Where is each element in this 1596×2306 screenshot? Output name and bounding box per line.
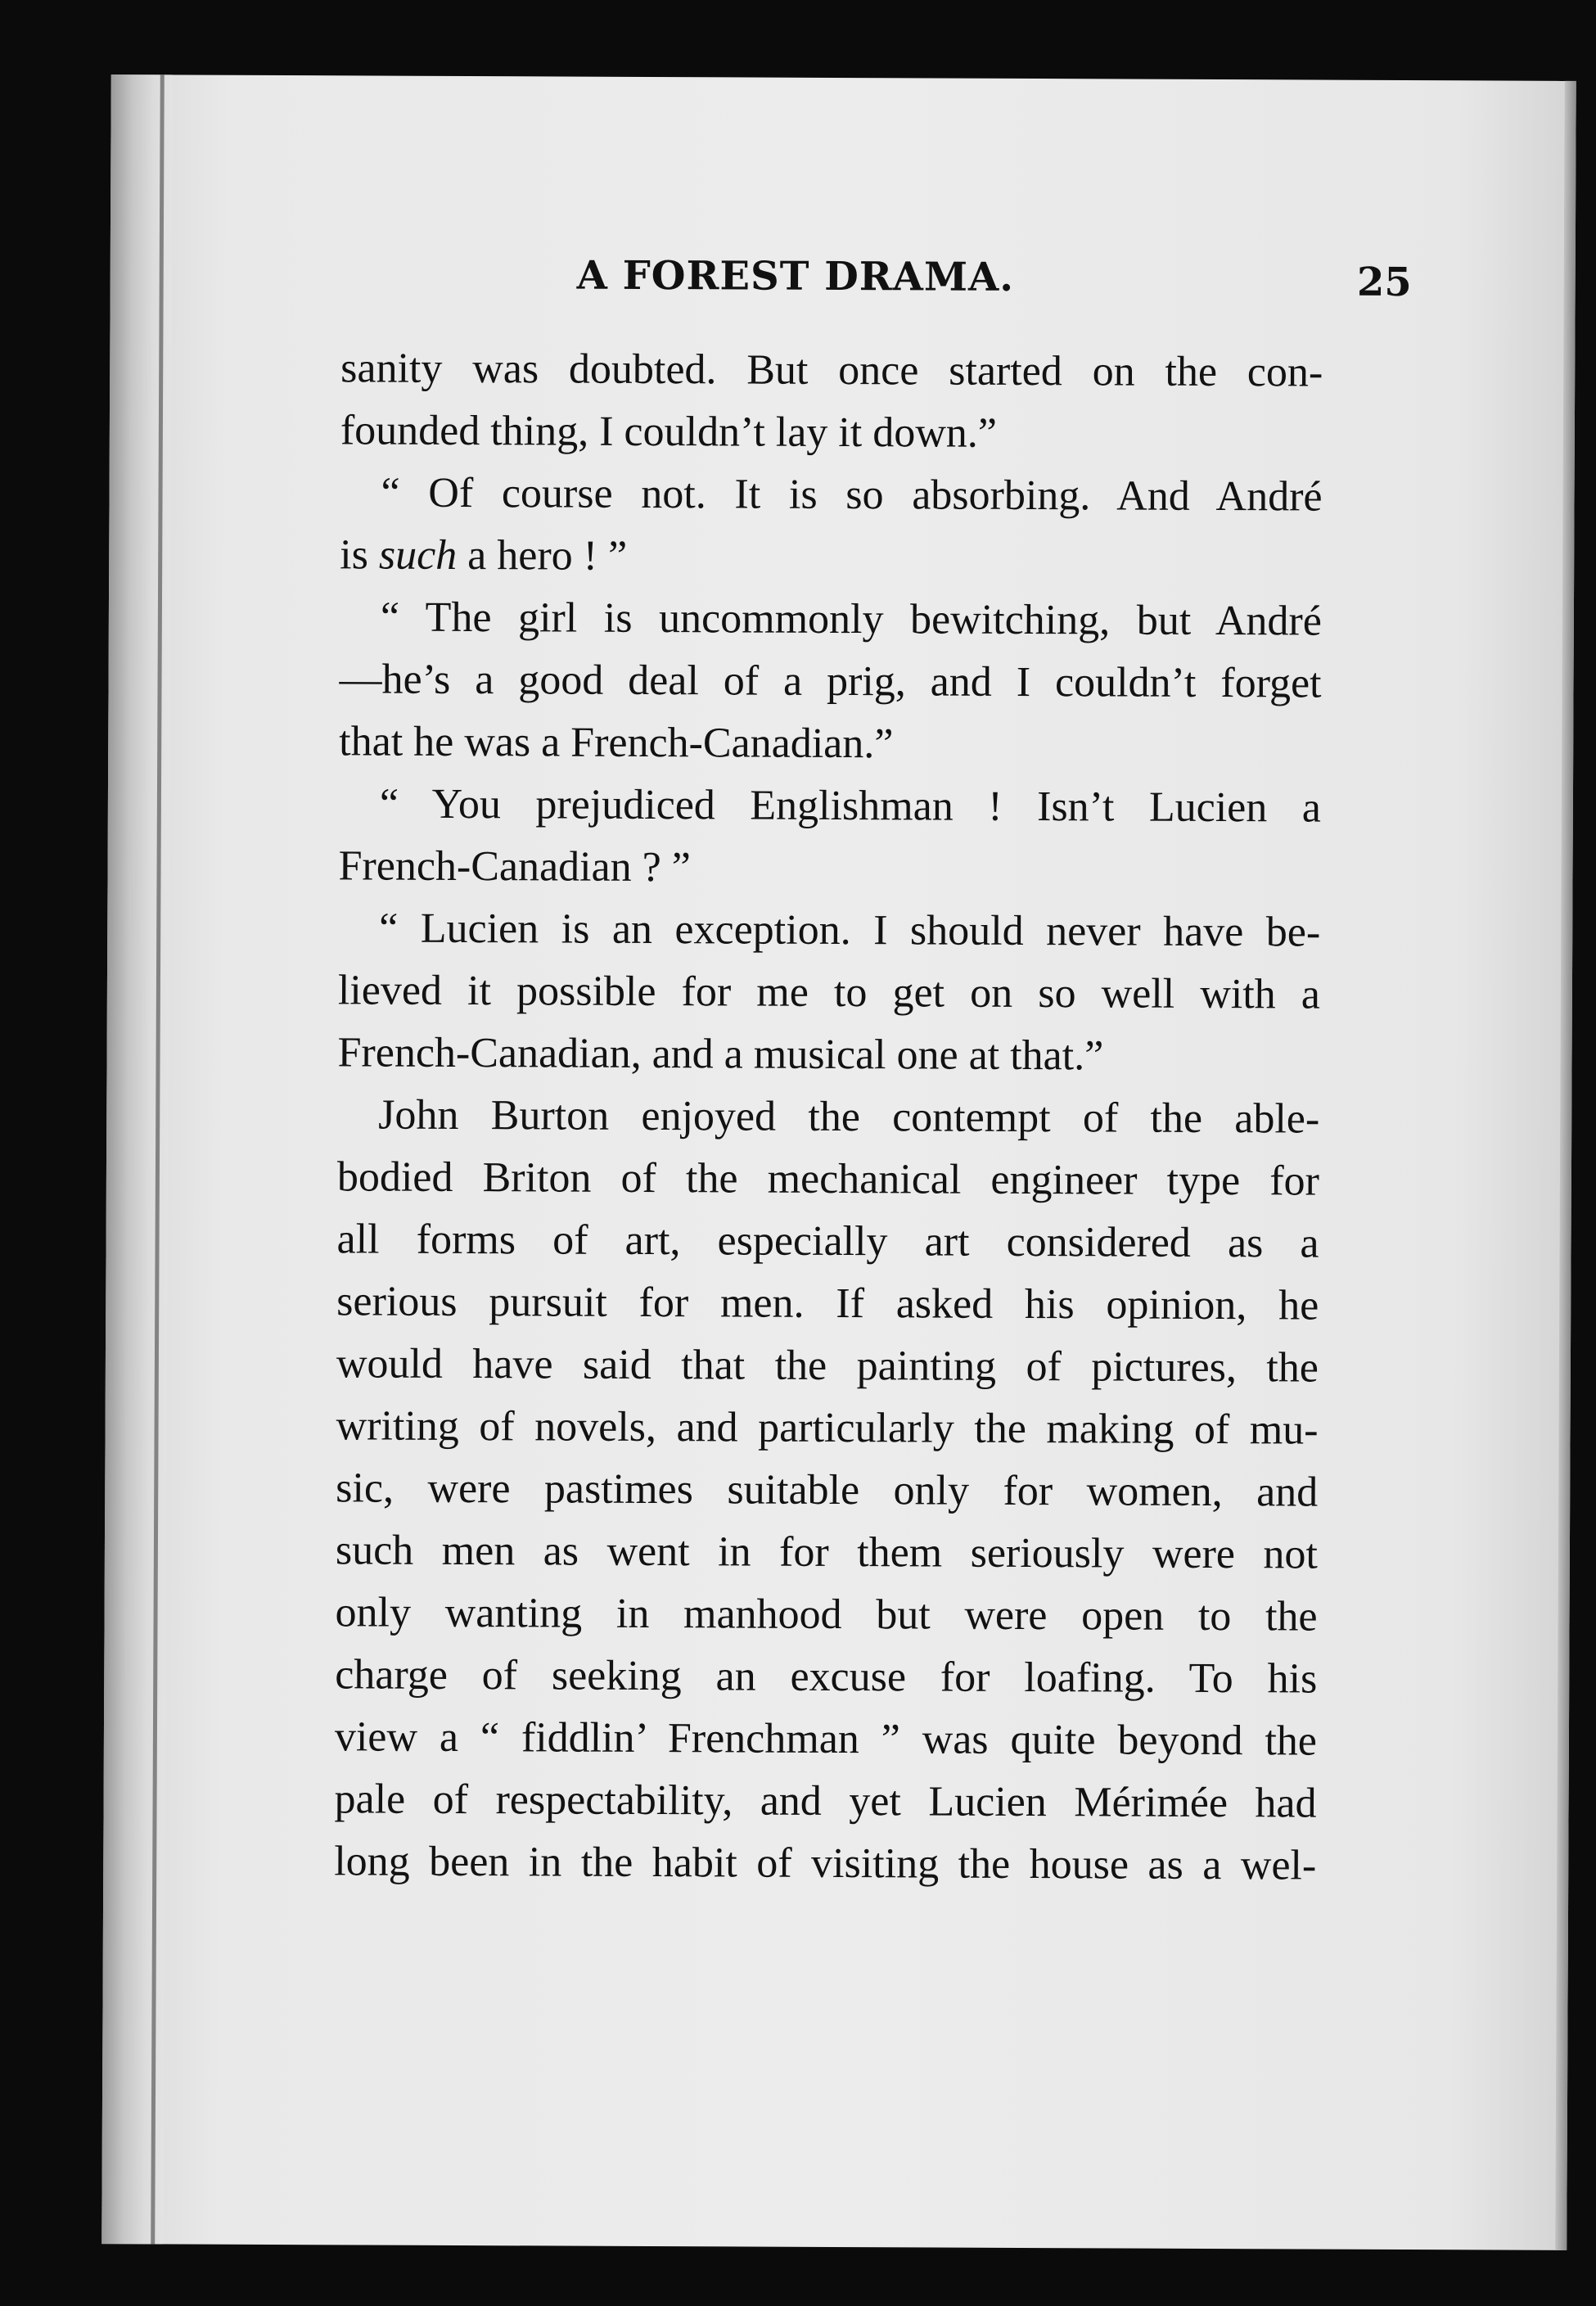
page-number: 25 — [1356, 259, 1412, 306]
text-line: “ The girl is uncommonly bewitching, but André — [380, 593, 1323, 645]
text-line: —he’s a good deal of a prig, and I couldn’t forget — [339, 656, 1322, 707]
text-line: all forms of art, especially art considered as a — [336, 1216, 1319, 1267]
book-page — [101, 74, 1576, 2250]
text-line: writing of novels, and particularly the making of mu- — [336, 1402, 1319, 1454]
text-line: sic, were pastimes suitable only for women, and — [336, 1464, 1319, 1516]
text-line: “ Of course not. It is so absorbing. And André — [381, 469, 1323, 521]
text-line: founded thing, I couldn’t lay it down.” — [340, 407, 998, 457]
text-line: “ Lucien is an exception. I should never have be- — [379, 905, 1321, 956]
text-line: view a “ fiddlin’ Frenchman ” was quite beyond the — [334, 1713, 1318, 1765]
text-line: pale of respectability, and yet Lucien Mérimée had — [334, 1776, 1317, 1827]
text-line: charge of seeking an excuse for loafing. To his — [335, 1651, 1318, 1703]
text-line: that he was a French-Canadian.” — [339, 718, 894, 768]
italic-emphasis: such — [378, 531, 458, 579]
text-line: long been in the habit of visiting the house as a wel- — [334, 1838, 1317, 1889]
text-line: John Burton enjoyed the contempt of the able- — [378, 1091, 1320, 1143]
text-line: French-Canadian, and a musical one at that.” — [337, 1029, 1104, 1080]
text-fragment: a hero ! ” — [457, 531, 628, 580]
text-line: serious pursuit for men. If asked his opinion, he — [336, 1278, 1319, 1329]
text-line: “ You prejudiced Englishman ! Isn’t Lucien a — [379, 780, 1322, 832]
text-line — [340, 524, 1322, 590]
text-line: would have said that the painting of pictures, the — [336, 1340, 1319, 1392]
text-fragment: is — [340, 531, 380, 579]
text-line: such men as went in for them seriously were not — [335, 1527, 1319, 1578]
page-edge-shadow — [1555, 81, 1576, 2250]
text-line: sanity was doubted. But once started on the con- — [340, 345, 1323, 396]
body-text — [334, 337, 1323, 1897]
text-line: only wanting in manhood but were open to the — [335, 1589, 1318, 1640]
running-header — [576, 253, 1411, 322]
running-title: A FOREST DRAMA. — [576, 252, 1015, 300]
text-line: bodied Briton of the mechanical engineer type for — [336, 1153, 1320, 1205]
text-line: French-Canadian ? ” — [338, 842, 691, 891]
text-line: lieved it possible for me to get on so well with a — [337, 967, 1321, 1018]
